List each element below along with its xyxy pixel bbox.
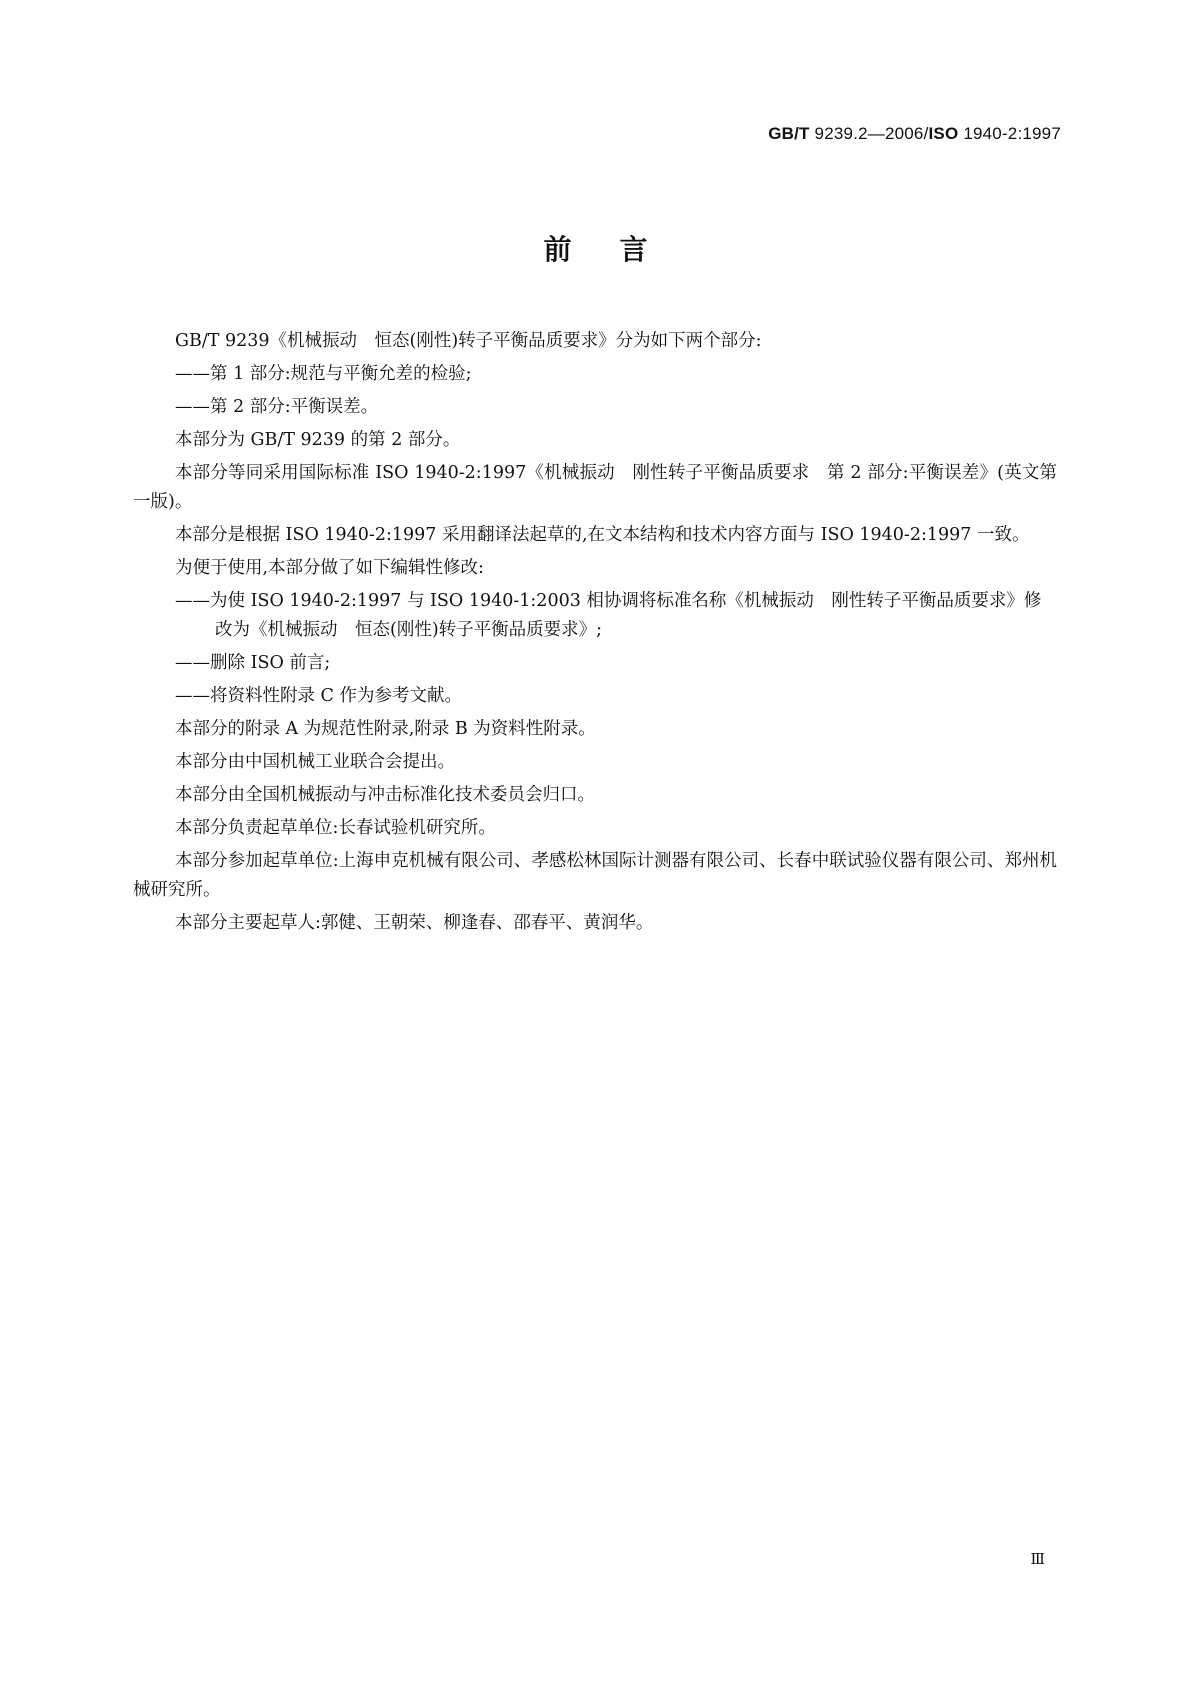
paragraph-parts-intro: GB/T 9239《机械振动 恒态(刚性)转子平衡品质要求》分为如下两个部分: <box>175 331 762 351</box>
paragraph-editorial-changes: 为便于使用,本部分做了如下编辑性修改: <box>175 558 484 578</box>
paragraph-participating-units: 本部分参加起草单位:上海申克机械有限公司、孝感松林国际计测器有限公司、长春中联试验仪器有限公司、郑州机械研究所。 <box>133 851 1057 900</box>
paragraph-drafting-unit: 本部分负责起草单位:长春试验机研究所。 <box>175 818 496 838</box>
iso-number: 1940-2:1997 <box>958 124 1061 143</box>
list-item-part-2: ——第 2 部分:平衡误差。 <box>175 397 379 417</box>
list-item-annex-c: ——将资料性附录 C 作为参考文献。 <box>175 686 463 706</box>
paragraph-drafters: 本部分主要起草人:郭健、王朝荣、柳逢春、邵春平、黄润华。 <box>175 913 654 933</box>
standard-prefix: GB/T <box>768 124 810 143</box>
preface-body <box>133 327 1057 942</box>
standard-number-main: 9239.2—2006/ <box>809 124 929 143</box>
page-title: 前言 <box>543 233 696 266</box>
paragraph-drafting-method: 本部分是根据 ISO 1940-2:1997 采用翻译法起草的,在文本结构和技术内容方面与 ISO 1940-2:1997 一致。 <box>175 525 1030 545</box>
iso-prefix: ISO <box>928 124 959 143</box>
list-item-rename: ——为使 ISO 1940-2:1997 与 ISO 1940-1:2003 相协调将标准名称《机械振动 刚性转子平衡品质要求》修改为《机械振动 恒态(刚性)转子平衡品质要求》; <box>175 591 1042 640</box>
paragraph-adoption: 本部分等同采用国际标准 ISO 1940-2:1997《机械振动 刚性转子平衡品质要求 第 2 部分:平衡误差》(英文第一版)。 <box>133 463 1057 512</box>
list-item-delete-foreword: ——删除 ISO 前言; <box>175 653 331 673</box>
standard-number <box>768 124 1061 144</box>
paragraph-proposed-by: 本部分由中国机械工业联合会提出。 <box>175 752 455 772</box>
list-item-part-1: ——第 1 部分:规范与平衡允差的检验; <box>175 364 472 384</box>
page-number: Ⅲ <box>1030 1550 1045 1568</box>
paragraph-this-part: 本部分为 GB/T 9239 的第 2 部分。 <box>175 430 461 450</box>
paragraph-annexes: 本部分的附录 A 为规范性附录,附录 B 为资料性附录。 <box>175 719 596 739</box>
paragraph-centralized-by: 本部分由全国机械振动与冲击标准化技术委员会归口。 <box>175 785 595 805</box>
